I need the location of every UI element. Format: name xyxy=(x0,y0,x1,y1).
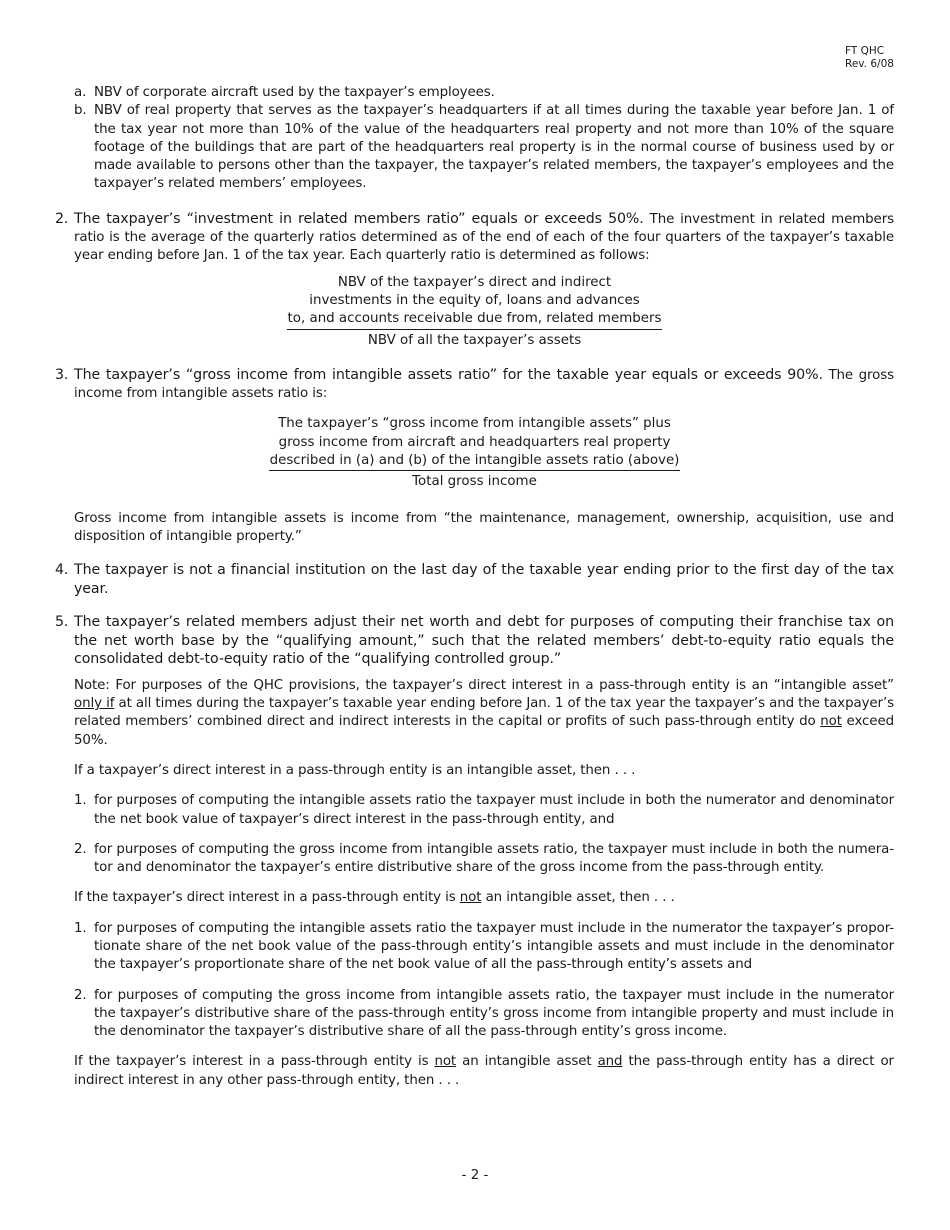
form-code: FT QHC xyxy=(845,45,885,57)
criterion-2 xyxy=(55,210,894,266)
numerator-line: described in (a) and (b) of the intangible assets ratio (above) xyxy=(269,453,680,469)
case1-item-2 xyxy=(55,841,894,878)
intro-text: an intangible asset xyxy=(462,1054,592,1070)
intro-text: the pass-through entity has a direct or indirect interest in any other pass-through entity, then . . . xyxy=(74,1054,894,1088)
criterion-4 xyxy=(55,561,894,598)
item-number: 4. xyxy=(55,562,69,579)
not-emphasis: not xyxy=(459,890,482,906)
not-emphasis: not xyxy=(820,714,842,730)
item-text: for purposes of computing the intangible assets ratio the taxpayer must include in both the numerator and denominator the net book value of taxpayer’s direct interest in the pass-through entity, and xyxy=(94,793,894,827)
numerator-line: NBV of the taxpayer’s direct and indirect xyxy=(337,274,612,290)
item-label: 1. xyxy=(74,920,87,936)
gross-income-ratio-fraction xyxy=(55,415,894,491)
numerator-line: gross income from aircraft and headquarters real property xyxy=(278,434,671,450)
item-text: for purposes of computing the gross income from intangible assets ratio, the taxpayer must include in both the numera-tor and denominator the taxpayer’s entire distributive share of the gross income from the pass-through entity. xyxy=(94,841,894,876)
fraction-denominator: Total gross income xyxy=(412,474,537,490)
note-text: exceed 50%. xyxy=(74,714,894,748)
fraction-denominator: NBV of all the taxpayer’s assets xyxy=(367,332,582,348)
fraction-numerator xyxy=(287,274,663,330)
page-number: - 2 - xyxy=(461,1168,489,1183)
item-label: b. xyxy=(74,103,87,119)
item-label: a. xyxy=(74,85,87,100)
only-if-emphasis: only if xyxy=(74,696,115,712)
gross-income-definition: Gross income from intangible assets is income from “the maintenance, management, ownership, acquisition, use and disposition of intangible property.” xyxy=(74,510,894,544)
fraction-numerator xyxy=(269,415,681,471)
intro-text: If the taxpayer’s interest in a pass-through entity is xyxy=(74,1054,429,1070)
item-number: 2. xyxy=(55,210,69,227)
criterion-5 xyxy=(55,613,894,669)
criterion-3 xyxy=(55,366,894,404)
item-label: 2. xyxy=(74,987,87,1003)
criterion-lead: The taxpayer’s “gross income from intangible assets ratio” for the taxable year equals or exceeds 90%. xyxy=(74,366,823,383)
criterion-text: The investment in related members ratio is the average of the quarterly ratios determined as of the end of each of the four quarters of the taxpayer’s taxable year ending before Jan. 1 of the tax year. Each quarterly ratio is determined as follows: xyxy=(74,211,894,264)
item-label: 1. xyxy=(74,793,87,809)
form-revision: Rev. 6/08 xyxy=(845,58,894,70)
case1-intro: If a taxpayer’s direct interest in a pass-through entity is an intangible asset, then . . . xyxy=(74,762,636,778)
item-text: NBV of real property that serves as the taxpayer’s headquarters if at all times during the taxable year before Jan. 1 of the tax year not more than 10% of the value of the headquarters real property and not more than 10% of the square footage of the buildings that are part of the headquarters real property is in the normal course of business used by or made available to persons other than the taxpayer, the taxpayer’s related members, the taxpayer’s employees and the taxpayer’s related members’ employees. xyxy=(94,103,894,192)
criterion-text: The taxpayer’s related members adjust their net worth and debt for purposes of computing their franchise tax on the net worth base by the “qualifying amount,” such that the related members’ debt-to-equity ratio equals the consolidated debt-to-equity ratio of the “qualifying controlled group.” xyxy=(74,614,894,668)
item-text: NBV of corporate aircraft used by the taxpayer’s employees. xyxy=(94,85,495,100)
qhc-note xyxy=(74,677,894,750)
not-emphasis: not xyxy=(434,1054,457,1070)
item-number: 5. xyxy=(55,614,69,631)
item-text: for purposes of computing the intangible assets ratio the taxpayer must include in the numerator the taxpayer’s propor-tionate share of the net book value of the pass-through entity’s intangible assets and must include in the denominator the taxpayer’s proportionate share of the net book value of all the pass-through entity’s assets and xyxy=(94,920,894,973)
note-text: Note: For purposes of the QHC provisions, the taxpayer’s direct interest in a pass-through entity is an “intangible asset” xyxy=(74,677,894,693)
investment-ratio-fraction xyxy=(55,274,894,350)
case2-intro xyxy=(74,889,894,907)
case3-intro xyxy=(74,1053,894,1090)
note-text: at all times during the taxpayer’s taxable year ending before Jan. 1 of the tax year the taxpayer’s and the taxpayer’s related members’ combined direct and indirect interests in the capital or profits of such pass-through entity do xyxy=(74,696,894,730)
and-emphasis: and xyxy=(597,1054,623,1070)
case2-item-1 xyxy=(55,920,894,975)
intro-text: an intangible asset, then . . . xyxy=(485,890,675,906)
list-item-a xyxy=(55,84,894,102)
case1-item-1 xyxy=(55,792,894,829)
criterion-text: The gross income from intangible assets ratio is: xyxy=(74,367,894,402)
item-label: 2. xyxy=(74,841,87,857)
item-number: 3. xyxy=(55,366,69,383)
document-body xyxy=(55,84,894,1090)
numerator-line: to, and accounts receivable due from, related members xyxy=(287,311,662,327)
case2-item-2 xyxy=(55,987,894,1042)
intro-text: If the taxpayer’s direct interest in a pass-through entity is xyxy=(74,890,456,906)
list-item-b xyxy=(55,102,894,193)
criterion-text: The taxpayer is not a financial institution on the last day of the taxable year ending prior to the first day of the tax year. xyxy=(74,562,894,597)
item-text: for purposes of computing the gross income from intangible assets ratio, the taxpayer must include in the numerator the taxpayer’s distributive share of the pass-through entity’s gross income from intangible property and must include in the denominator the taxpayer’s distributive share of all the pass-through entity’s gross income. xyxy=(94,987,894,1040)
form-header xyxy=(845,45,894,71)
numerator-line: The taxpayer’s “gross income from intangible assets” plus xyxy=(278,416,671,432)
numerator-line: investments in the equity of, loans and advances xyxy=(309,292,640,308)
criterion-lead: The taxpayer’s “investment in related members ratio” equals or exceeds 50%. xyxy=(74,210,644,227)
